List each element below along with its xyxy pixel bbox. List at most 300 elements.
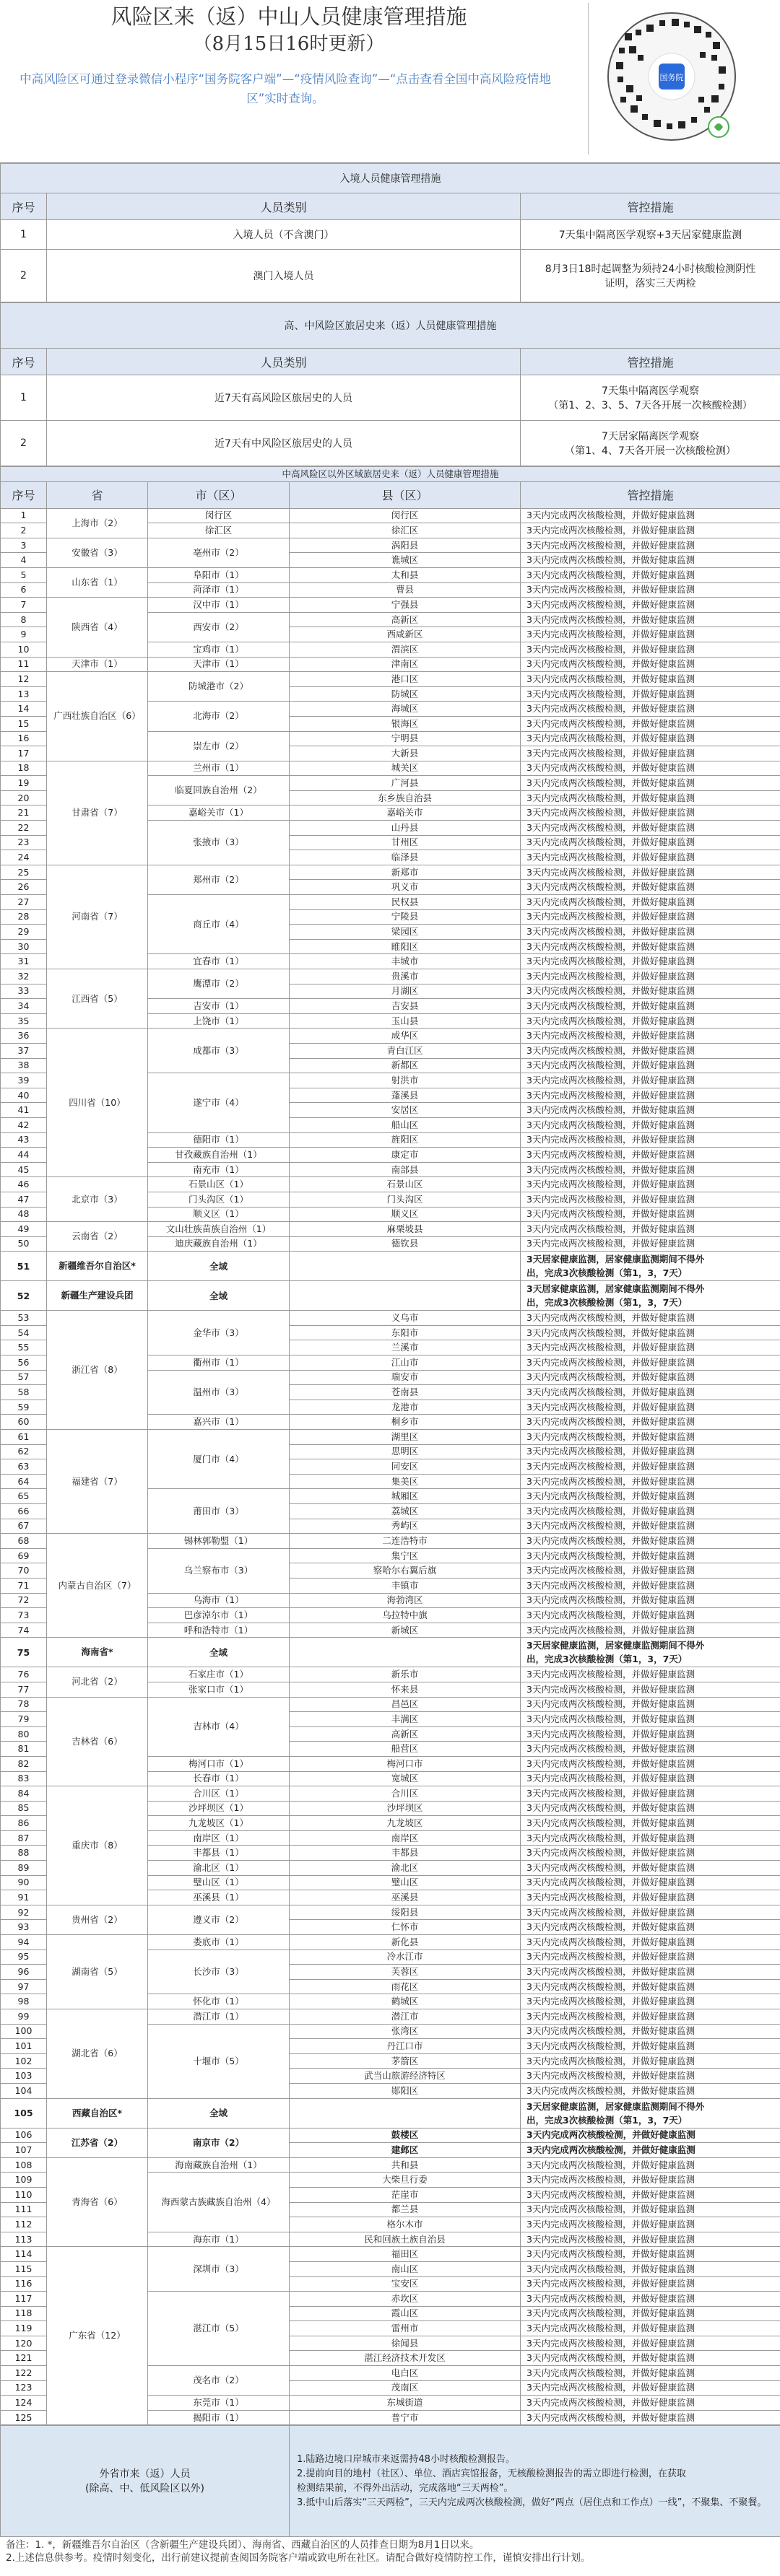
county-cell: 新乐市 [290,1667,521,1682]
measure-cell: 3天内完成两次核酸检测，并做好健康监测 [521,1103,780,1118]
seq-cell: 55 [1,1340,47,1355]
city-cell: 巫溪县（1） [148,1890,290,1905]
measure-cell: 3天内完成两次核酸检测，并做好健康监测 [521,553,780,568]
seq-cell: 80 [1,1726,47,1742]
seq-cell: 117 [1,2292,47,2307]
measure-cell: 7天集中隔离医学观察+3天居家健康监测 [521,220,780,250]
table-row [1,2128,780,2143]
measure-cell: 3天内完成两次核酸检测，并做好健康监测 [521,1058,780,1073]
measure-line: 出，完成3次核酸检测（第1，3，7天） [526,1267,688,1279]
seq-cell: 116 [1,2276,47,2292]
province-cell: 山东省（1） [47,567,148,597]
seq-cell: 65 [1,1489,47,1504]
measure-cell: 3天内完成两次核酸检测，并做好健康监测 [521,1073,780,1088]
seq-cell: 111 [1,2202,47,2217]
measure-cell: 3天内完成两次核酸检测，并做好健康监测 [521,2069,780,2084]
measure-cell: 3天内完成两次核酸检测，并做好健康监测 [521,1920,780,1935]
measure-line: 出，完成3次核酸检测（第1，3，7天） [526,1654,688,1665]
city-cell: 宝鸡市（1） [148,642,290,657]
measure-cell: 3天内完成两次核酸检测，并做好健康监测 [521,1029,780,1044]
column-header: 省 [47,481,148,508]
measure-cell: 3天内完成两次核酸检测，并做好健康监测 [521,2261,780,2276]
measure-cell: 3天内完成两次核酸检测，并做好健康监测 [521,1013,780,1029]
county-cell: 集宁区 [290,1548,521,1563]
province-cell: 安徽省（3） [47,538,148,567]
city-cell: 石景山区（1） [148,1177,290,1192]
county-cell: 海城区 [290,702,521,717]
county-cell: 雨花区 [290,1979,521,1994]
measure-cell: 3天内完成两次核酸检测，并做好健康监测 [521,1846,780,1861]
city-cell: 嘉峪关市（1） [148,805,290,821]
measure-line: （第1、4、7天各开展一次核酸检测） [565,445,736,457]
county-cell: 东城街道 [290,2396,521,2411]
seq-cell: 59 [1,1400,47,1415]
county-cell: 船山区 [290,1117,521,1132]
seq-cell: 125 [1,2410,47,2425]
measure-cell: 3天内完成两次核酸检测，并做好健康监测 [521,1801,780,1816]
measure-line: 7天居家隔离医学观察 [602,431,699,442]
measure-cell: 3天内完成两次核酸检测，并做好健康监测 [521,1043,780,1058]
table-row [1,1252,780,1281]
county-cell: 南部县 [290,1162,521,1177]
province-cell: 吉林省（6） [47,1697,148,1786]
measure-cell: 3天内完成两次核酸检测，并做好健康监测 [521,1400,780,1415]
province-cell: 重庆市（8） [47,1786,148,1905]
measure-cell: 3天内完成两次核酸检测，并做好健康监测 [521,657,780,672]
measure-cell: 3天内完成两次核酸检测，并做好健康监测 [521,672,780,687]
seq-cell: 22 [1,821,47,836]
measure-cell: 3天内完成两次核酸检测，并做好健康监测 [521,1370,780,1385]
measure-line: 3天居家健康监测，居家健康监测期间不得外 [526,1640,705,1651]
county-cell: 赤坎区 [290,2292,521,2307]
city-cell: 全域 [148,2098,290,2128]
category-cell: 澳门入境人员 [47,250,521,302]
measure-cell [521,375,780,421]
measure-cell: 3天内完成两次核酸检测，并做好健康监测 [521,1325,780,1340]
city-cell: 吉安市（1） [148,999,290,1014]
county-cell: 宁强县 [290,598,521,613]
county-cell: 南山区 [290,2261,521,2276]
seq-cell: 30 [1,939,47,954]
county-cell: 麻栗坡县 [290,1222,521,1237]
seq-cell: 70 [1,1563,47,1579]
measure-cell: 3天内完成两次核酸检测，并做好健康监测 [521,1563,780,1579]
measure-cell: 3天内完成两次核酸检测，并做好健康监测 [521,1756,780,1771]
measure-cell: 3天内完成两次核酸检测，并做好健康监测 [521,1162,780,1177]
city-cell: 门头沟区（1） [148,1192,290,1207]
page-subtitle: （8月15日16时更新） [193,33,385,55]
category-cell: 近7天有中风险区旅居史的人员 [47,421,521,466]
seq-cell: 29 [1,925,47,940]
seq-cell: 38 [1,1058,47,1073]
seq-cell: 81 [1,1742,47,1757]
seq-cell: 10 [1,642,47,657]
seq-cell: 1 [1,508,47,523]
table-row [1,375,780,421]
city-cell: 锡林郭勒盟（1） [148,1534,290,1549]
province-cell: 新疆生产建设兵团 [47,1281,148,1311]
seq-cell: 76 [1,1667,47,1682]
city-cell: 郑州市（2） [148,865,290,894]
county-cell: 射洪市 [290,1073,521,1088]
seq-cell: 61 [1,1430,47,1445]
county-cell: 港口区 [290,672,521,687]
measure-cell: 3天内完成两次核酸检测，并做好健康监测 [521,939,780,954]
county-cell: 丰满区 [290,1712,521,1727]
county-cell: 集美区 [290,1474,521,1489]
county-cell: 丰都县 [290,1846,521,1861]
seq-cell: 31 [1,954,47,969]
measure-cell: 3天内完成两次核酸检测，并做好健康监测 [521,1950,780,1965]
county-cell: 龙港市 [290,1400,521,1415]
measure-cell: 3天内完成两次核酸检测，并做好健康监测 [521,1593,780,1608]
city-cell: 南京市（2） [148,2128,290,2157]
seq-cell: 124 [1,2396,47,2411]
table-row [1,1430,780,1445]
table-row [1,672,780,687]
city-cell: 西安市（2） [148,612,290,642]
measure-cell: 3天内完成两次核酸检测，并做好健康监测 [521,1682,780,1697]
province-cell: 湖南省（5） [47,1935,148,2009]
measure-cell: 3天内完成两次核酸检测，并做好健康监测 [521,2187,780,2202]
measure-cell: 3天内完成两次核酸检测，并做好健康监测 [521,1771,780,1786]
county-cell: 西咸新区 [290,627,521,642]
county-cell: 青白江区 [290,1043,521,1058]
measure-cell: 3天内完成两次核酸检测，并做好健康监测 [521,1148,780,1163]
county-cell: 义乌市 [290,1311,521,1326]
table-row [1,1029,780,1044]
category-cell: 入境人员（不含澳门） [47,220,521,250]
county-cell: 广河县 [290,776,521,791]
city-cell: 阜阳市（1） [148,567,290,582]
seq-cell: 14 [1,702,47,717]
query-note: 中高风险区可通过登录微信小程序“国务院客户端”—“疫情风险查询”—“点击查看全国中高风险疫情地区”实时查询。 [20,72,551,105]
seq-cell: 12 [1,672,47,687]
seq-cell: 101 [1,2039,47,2054]
measure-cell: 3天内完成两次核酸检测，并做好健康监测 [521,1726,780,1742]
city-cell: 九龙坡区（1） [148,1816,290,1831]
column-header: 管控措施 [521,349,780,375]
measure-cell: 3天内完成两次核酸检测，并做好健康监测 [521,567,780,582]
city-cell: 湛江市（5） [148,2292,290,2366]
measure-cell: 3天内完成两次核酸检测，并做好健康监测 [521,1415,780,1430]
seq-cell: 89 [1,1861,47,1876]
county-cell: 冷水江市 [290,1950,521,1965]
county-cell: 渭滨区 [290,642,521,657]
seq-cell: 78 [1,1697,47,1712]
seq-cell: 71 [1,1578,47,1593]
seq-cell: 104 [1,2083,47,2098]
province-cell: 广西壮族自治区（6） [47,672,148,761]
city-cell: 衢州市（1） [148,1355,290,1371]
column-header: 人员类别 [47,193,521,220]
table-row [1,1935,780,1950]
county-cell: 同安区 [290,1459,521,1475]
table-row [1,567,780,582]
county-cell: 徐汇区 [290,523,521,538]
county-cell: 船营区 [290,1742,521,1757]
county-cell: 沙坪坝区 [290,1801,521,1816]
measure-line: 证明，落实三天两检 [604,278,696,289]
city-cell: 鹰潭市（2） [148,969,290,999]
county-cell: 仁怀市 [290,1920,521,1935]
county-cell: 福田区 [290,2247,521,2262]
measure-cell: 3天内完成两次核酸检测，并做好健康监测 [521,1534,780,1549]
seq-cell: 52 [1,1281,47,1311]
county-cell: 嘉峪关市 [290,805,521,821]
footer-measures [290,2426,780,2537]
measure-cell: 3天内完成两次核酸检测，并做好健康监测 [521,702,780,717]
province-cell: 浙江省（8） [47,1311,148,1430]
county-cell: 安居区 [290,1103,521,1118]
county-cell: 石景山区 [290,1177,521,1192]
footer-category-line: (除高、中、低风险区以外) [85,2482,204,2494]
table-row [1,969,780,984]
city-cell: 十堰市（5） [148,2024,290,2098]
measure-cell: 3天内完成两次核酸检测，并做好健康监测 [521,880,780,895]
county-cell: 雷州市 [290,2321,521,2336]
province-cell: 云南省（2） [47,1222,148,1252]
seq-cell: 56 [1,1355,47,1371]
seq-cell: 25 [1,865,47,880]
seq-cell: 8 [1,612,47,627]
county-cell: 璧山区 [290,1875,521,1890]
seq-cell: 66 [1,1504,47,1519]
city-cell: 茂名市（2） [148,2366,290,2396]
table-row [1,250,780,302]
county-cell: 太和县 [290,567,521,582]
county-cell: 思明区 [290,1444,521,1459]
county-cell: 谯城区 [290,553,521,568]
county-cell: 梅河口市 [290,1756,521,1771]
measure-cell: 3天内完成两次核酸检测，并做好健康监测 [521,2128,780,2143]
province-cell: 内蒙古自治区（7） [47,1534,148,1638]
footer-category-line: 外省市来（返）人员 [99,2468,191,2480]
city-cell: 海南藏族自治州（1） [148,2157,290,2173]
city-cell: 娄底市（1） [148,1935,290,1950]
city-cell: 商丘市（4） [148,895,290,954]
table-row [1,2247,780,2262]
county-cell: 康定市 [290,1148,521,1163]
city-cell: 梅河口市（1） [148,1756,290,1771]
county-cell: 睢阳区 [290,939,521,954]
seq-cell: 45 [1,1162,47,1177]
city-cell: 遵义市（2） [148,1905,290,1934]
measure-cell: 3天内完成两次核酸检测，并做好健康监测 [521,1712,780,1727]
province-cell: 湖北省（6） [47,2009,148,2099]
measure-cell [521,421,780,466]
county-cell [290,1252,521,1281]
measure-cell: 3天内完成两次核酸检测，并做好健康监测 [521,582,780,598]
measure-cell: 3天内完成两次核酸检测，并做好健康监测 [521,1667,780,1682]
seq-cell: 42 [1,1117,47,1132]
county-cell: 东阳市 [290,1325,521,1340]
county-cell: 城厢区 [290,1489,521,1504]
measure-cell: 3天内完成两次核酸检测，并做好健康监测 [521,761,780,776]
city-cell: 乌海市（1） [148,1593,290,1608]
county-cell: 茅箭区 [290,2053,521,2069]
seq-cell: 1 [1,375,47,421]
table-row [1,2098,780,2128]
county-cell: 银海区 [290,716,521,731]
seq-cell: 23 [1,835,47,850]
measure-cell [521,1638,780,1667]
city-cell: 乌兰察布市（3） [148,1548,290,1593]
seq-cell: 27 [1,895,47,910]
seq-cell: 1 [1,220,47,250]
city-cell: 天津市（1） [148,657,290,672]
city-cell: 东莞市（1） [148,2396,290,2411]
county-cell: 霞山区 [290,2306,521,2321]
column-header: 县（区） [290,481,521,508]
seq-cell: 90 [1,1875,47,1890]
seq-cell: 73 [1,1608,47,1623]
measure-cell: 3天内完成两次核酸检测，并做好健康监测 [521,1994,780,2009]
seq-cell: 37 [1,1043,47,1058]
measure-cell: 3天内完成两次核酸检测，并做好健康监测 [521,2024,780,2039]
page-header [0,0,780,163]
county-cell: 蓬溪县 [290,1088,521,1103]
seq-cell: 106 [1,2128,47,2143]
city-cell: 怀化市（1） [148,1994,290,2009]
measure-line: 8月3日18时起调整为须持24小时核酸检测阴性 [545,263,756,275]
measure-cell: 3天内完成两次核酸检测，并做好健康监测 [521,2336,780,2351]
seq-cell: 2 [1,421,47,466]
seq-cell: 118 [1,2306,47,2321]
city-cell: 遂宁市（4） [148,1073,290,1132]
measure-cell: 3天内完成两次核酸检测，并做好健康监测 [521,2009,780,2025]
county-cell: 张湾区 [290,2024,521,2039]
county-cell: 玉山县 [290,1013,521,1029]
city-cell: 温州市（3） [148,1370,290,1415]
seq-cell: 5 [1,567,47,582]
seq-cell: 87 [1,1830,47,1846]
measure-cell: 3天内完成两次核酸检测，并做好健康监测 [521,1697,780,1712]
county-cell: 瑞安市 [290,1370,521,1385]
remarks [0,2537,780,2566]
seq-cell: 83 [1,1771,47,1786]
measure-cell [521,1281,780,1311]
seq-cell: 4 [1,553,47,568]
measure-cell: 3天内完成两次核酸检测，并做好健康监测 [521,1489,780,1504]
seq-cell: 84 [1,1786,47,1802]
province-cell: 广东省（12） [47,2247,148,2425]
measure-cell: 3天内完成两次核酸检测，并做好健康监测 [521,2396,780,2411]
measure-cell: 3天内完成两次核酸检测，并做好健康监测 [521,2410,780,2425]
measure-cell: 3天内完成两次核酸检测，并做好健康监测 [521,1222,780,1237]
county-cell: 格尔木市 [290,2217,521,2232]
county-cell: 丹江口市 [290,2039,521,2054]
province-cell: 西藏自治区* [47,2098,148,2128]
seq-cell: 105 [1,2098,47,2128]
qr-code-panel [588,3,752,154]
measure-cell: 3天内完成两次核酸检测，并做好健康监测 [521,2366,780,2381]
seq-cell: 44 [1,1148,47,1163]
measure-cell: 3天内完成两次核酸检测，并做好健康监测 [521,1979,780,1994]
seq-cell: 98 [1,1994,47,2009]
measure-cell: 3天内完成两次核酸检测，并做好健康监测 [521,2039,780,2054]
county-cell: 巩义市 [290,880,521,895]
city-cell: 文山壮族苗族自治州（1） [148,1222,290,1237]
seq-cell: 97 [1,1979,47,1994]
table-row [1,1667,780,1682]
seq-cell: 67 [1,1519,47,1534]
seq-cell: 3 [1,538,47,553]
table-row [1,220,780,250]
city-cell: 莆田市（3） [148,1489,290,1534]
seq-cell: 2 [1,523,47,538]
inbound-table [0,163,780,302]
table-row [1,1697,780,1712]
county-cell [290,1281,521,1311]
seq-cell: 20 [1,790,47,805]
county-cell: 甘州区 [290,835,521,850]
seq-cell: 121 [1,2351,47,2366]
county-cell: 顺义区 [290,1207,521,1222]
measure-cell: 3天内完成两次核酸检测，并做好健康监测 [521,2306,780,2321]
measure-cell: 3天内完成两次核酸检测，并做好健康监测 [521,835,780,850]
measure-cell: 3天内完成两次核酸检测，并做好健康监测 [521,1816,780,1831]
city-cell: 成都市（3） [148,1029,290,1073]
measure-cell: 3天内完成两次核酸检测，并做好健康监测 [521,2083,780,2098]
county-cell: 渝北区 [290,1861,521,1876]
county-cell: 德钦县 [290,1236,521,1252]
city-cell: 揭阳市（1） [148,2410,290,2425]
footer-table [0,2425,780,2537]
seq-cell: 48 [1,1207,47,1222]
county-cell: 二连浩特市 [290,1534,521,1549]
seq-cell: 53 [1,1311,47,1326]
seq-cell: 100 [1,2024,47,2039]
seq-cell: 88 [1,1846,47,1861]
seq-cell: 18 [1,761,47,776]
measure-cell: 3天内完成两次核酸检测，并做好健康监测 [521,1236,780,1252]
county-cell: 津南区 [290,657,521,672]
remark-line: 2.上述信息供参考。疫情时刻变化，出行前建议提前查阅国务院客户端或致电所在社区。请配合做好疫情防控工作，谨慎安排出行计划。 [6,2552,591,2564]
measure-line: 7天集中隔离医学观察 [602,385,699,397]
measure-cell: 3天内完成两次核酸检测，并做好健康监测 [521,805,780,821]
measure-cell: 3天内完成两次核酸检测，并做好健康监测 [521,2321,780,2336]
measure-line: 3天居家健康监测，居家健康监测期间不得外 [526,2100,705,2112]
measure-line: 出，完成3次核酸检测（第1，3，7天） [526,1297,688,1309]
measure-cell: 3天内完成两次核酸检测，并做好健康监测 [521,508,780,523]
county-cell: 茂南区 [290,2380,521,2396]
table-row [1,1177,780,1192]
county-cell: 九龙坡区 [290,1816,521,1831]
page-title: 风险区来（返）中山人员健康管理措施 [110,4,467,29]
seq-cell: 35 [1,1013,47,1029]
seq-cell: 99 [1,2009,47,2025]
city-cell: 临夏回族自治州（2） [148,776,290,805]
county-cell: 大柴旦行委 [290,2173,521,2188]
table-row [1,761,780,776]
seq-cell: 9 [1,627,47,642]
county-cell: 郧阳区 [290,2083,521,2098]
city-cell: 海东市（1） [148,2232,290,2247]
seq-cell: 36 [1,1029,47,1044]
seq-cell: 28 [1,909,47,925]
seq-cell: 96 [1,1965,47,1980]
county-cell: 海勃湾区 [290,1593,521,1608]
city-cell: 璧山区（1） [148,1875,290,1890]
county-cell: 大新县 [290,746,521,761]
measure-cell: 3天内完成两次核酸检测，并做好健康监测 [521,746,780,761]
county-cell: 南岸区 [290,1830,521,1846]
county-cell: 电白区 [290,2366,521,2381]
measure-cell: 3天内完成两次核酸检测，并做好健康监测 [521,821,780,836]
seq-cell: 58 [1,1385,47,1400]
province-cell: 海南省* [47,1638,148,1667]
